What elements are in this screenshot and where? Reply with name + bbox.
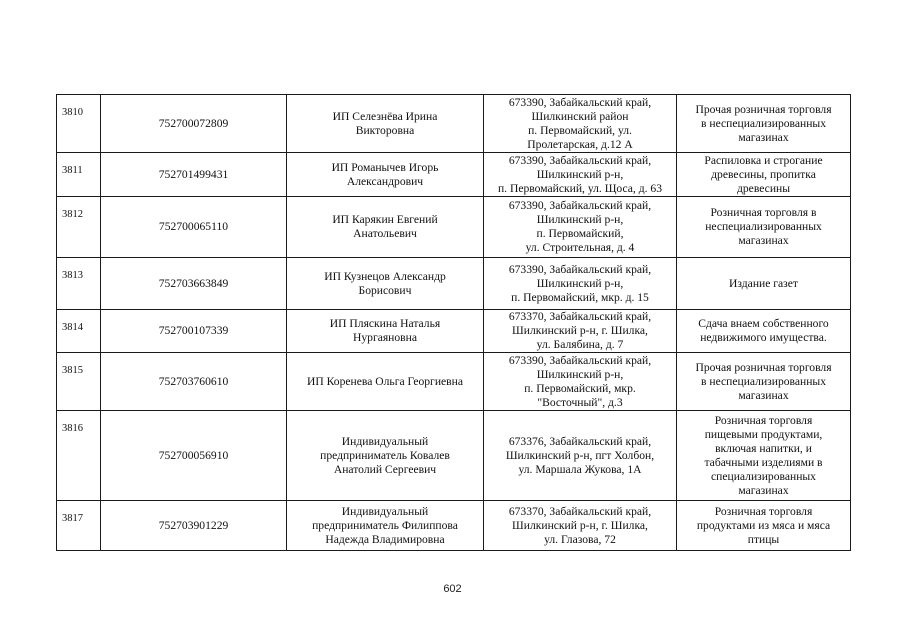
row-address: 673370, Забайкальский край, Шилкинский р-н, г. Шилка, ул. Глазова, 72 bbox=[484, 501, 677, 551]
row-number: 3811 bbox=[57, 153, 101, 197]
row-address: 673390, Забайкальский край, Шилкинский р-н, п. Первомайский, мкр. д. 15 bbox=[484, 258, 677, 310]
row-address: 673390, Забайкальский край, Шилкинский р-н, п. Первомайский, ул. Щоса, д. 63 bbox=[484, 153, 677, 197]
registry-table bbox=[56, 94, 851, 551]
row-number: 3816 bbox=[57, 411, 101, 501]
row-entrepreneur-name: ИП Карякин Евгений Анатольевич bbox=[287, 197, 484, 258]
row-entrepreneur-name: Индивидуальный предприниматель Ковалев Анатолий Сергеевич bbox=[287, 411, 484, 501]
row-number: 3814 bbox=[57, 310, 101, 353]
row-inn: 752700072809 bbox=[101, 95, 287, 153]
row-activity: Распиловка и строгание древесины, пропитка древесины bbox=[677, 153, 851, 197]
row-entrepreneur-name: ИП Кузнецов Александр Борисович bbox=[287, 258, 484, 310]
row-number: 3810 bbox=[57, 95, 101, 153]
row-activity: Прочая розничная торговля в неспециализированных магазинах bbox=[677, 353, 851, 411]
table-row bbox=[57, 153, 851, 197]
row-activity: Прочая розничная торговля в неспециализированных магазинах bbox=[677, 95, 851, 153]
table-row bbox=[57, 258, 851, 310]
row-number: 3815 bbox=[57, 353, 101, 411]
row-entrepreneur-name: ИП Романычев Игорь Александрович bbox=[287, 153, 484, 197]
page-number: 602 bbox=[443, 583, 462, 595]
row-activity: Розничная торговля продуктами из мяса и мяса птицы bbox=[677, 501, 851, 551]
row-number: 3817 bbox=[57, 501, 101, 551]
row-address: 673390, Забайкальский край, Шилкинский район п. Первомайский, ул. Пролетарская, д.12 А bbox=[484, 95, 677, 153]
row-entrepreneur-name: ИП Селезнёва Ирина Викторовна bbox=[287, 95, 484, 153]
row-activity: Сдача внаем собственного недвижимого имущества. bbox=[677, 310, 851, 353]
table-row bbox=[57, 310, 851, 353]
row-inn: 752700065110 bbox=[101, 197, 287, 258]
row-inn: 752701499431 bbox=[101, 153, 287, 197]
row-inn: 752700056910 bbox=[101, 411, 287, 501]
row-number: 3812 bbox=[57, 197, 101, 258]
table-row bbox=[57, 353, 851, 411]
row-inn: 752703901229 bbox=[101, 501, 287, 551]
row-entrepreneur-name: ИП Пляскина Наталья Нургаяновна bbox=[287, 310, 484, 353]
row-address: 673390, Забайкальский край, Шилкинский р-н, п. Первомайский, ул. Строительная, д. 4 bbox=[484, 197, 677, 258]
row-entrepreneur-name: Индивидуальный предприниматель Филиппова Надежда Владимировна bbox=[287, 501, 484, 551]
row-inn: 752703663849 bbox=[101, 258, 287, 310]
table-row bbox=[57, 411, 851, 501]
row-address: 673370, Забайкальский край, Шилкинский р-н, г. Шилка, ул. Балябина, д. 7 bbox=[484, 310, 677, 353]
row-activity: Розничная торговля в неспециализированных магазинах bbox=[677, 197, 851, 258]
row-activity: Издание газет bbox=[677, 258, 851, 310]
row-number: 3813 bbox=[57, 258, 101, 310]
row-address: 673376, Забайкальский край, Шилкинский р-н, пгт Холбон, ул. Маршала Жукова, 1А bbox=[484, 411, 677, 501]
table-row bbox=[57, 197, 851, 258]
registry-table-body bbox=[57, 95, 851, 551]
row-inn: 752700107339 bbox=[101, 310, 287, 353]
row-inn: 752703760610 bbox=[101, 353, 287, 411]
table-row bbox=[57, 501, 851, 551]
row-address: 673390, Забайкальский край, Шилкинский р-н, п. Первомайский, мкр. "Восточный", д.3 bbox=[484, 353, 677, 411]
row-activity: Розничная торговля пищевыми продуктами, включая напитки, и табачными изделиями в специализированных магазинах bbox=[677, 411, 851, 501]
table-row bbox=[57, 95, 851, 153]
row-entrepreneur-name: ИП Коренева Ольга Георгиевна bbox=[287, 353, 484, 411]
